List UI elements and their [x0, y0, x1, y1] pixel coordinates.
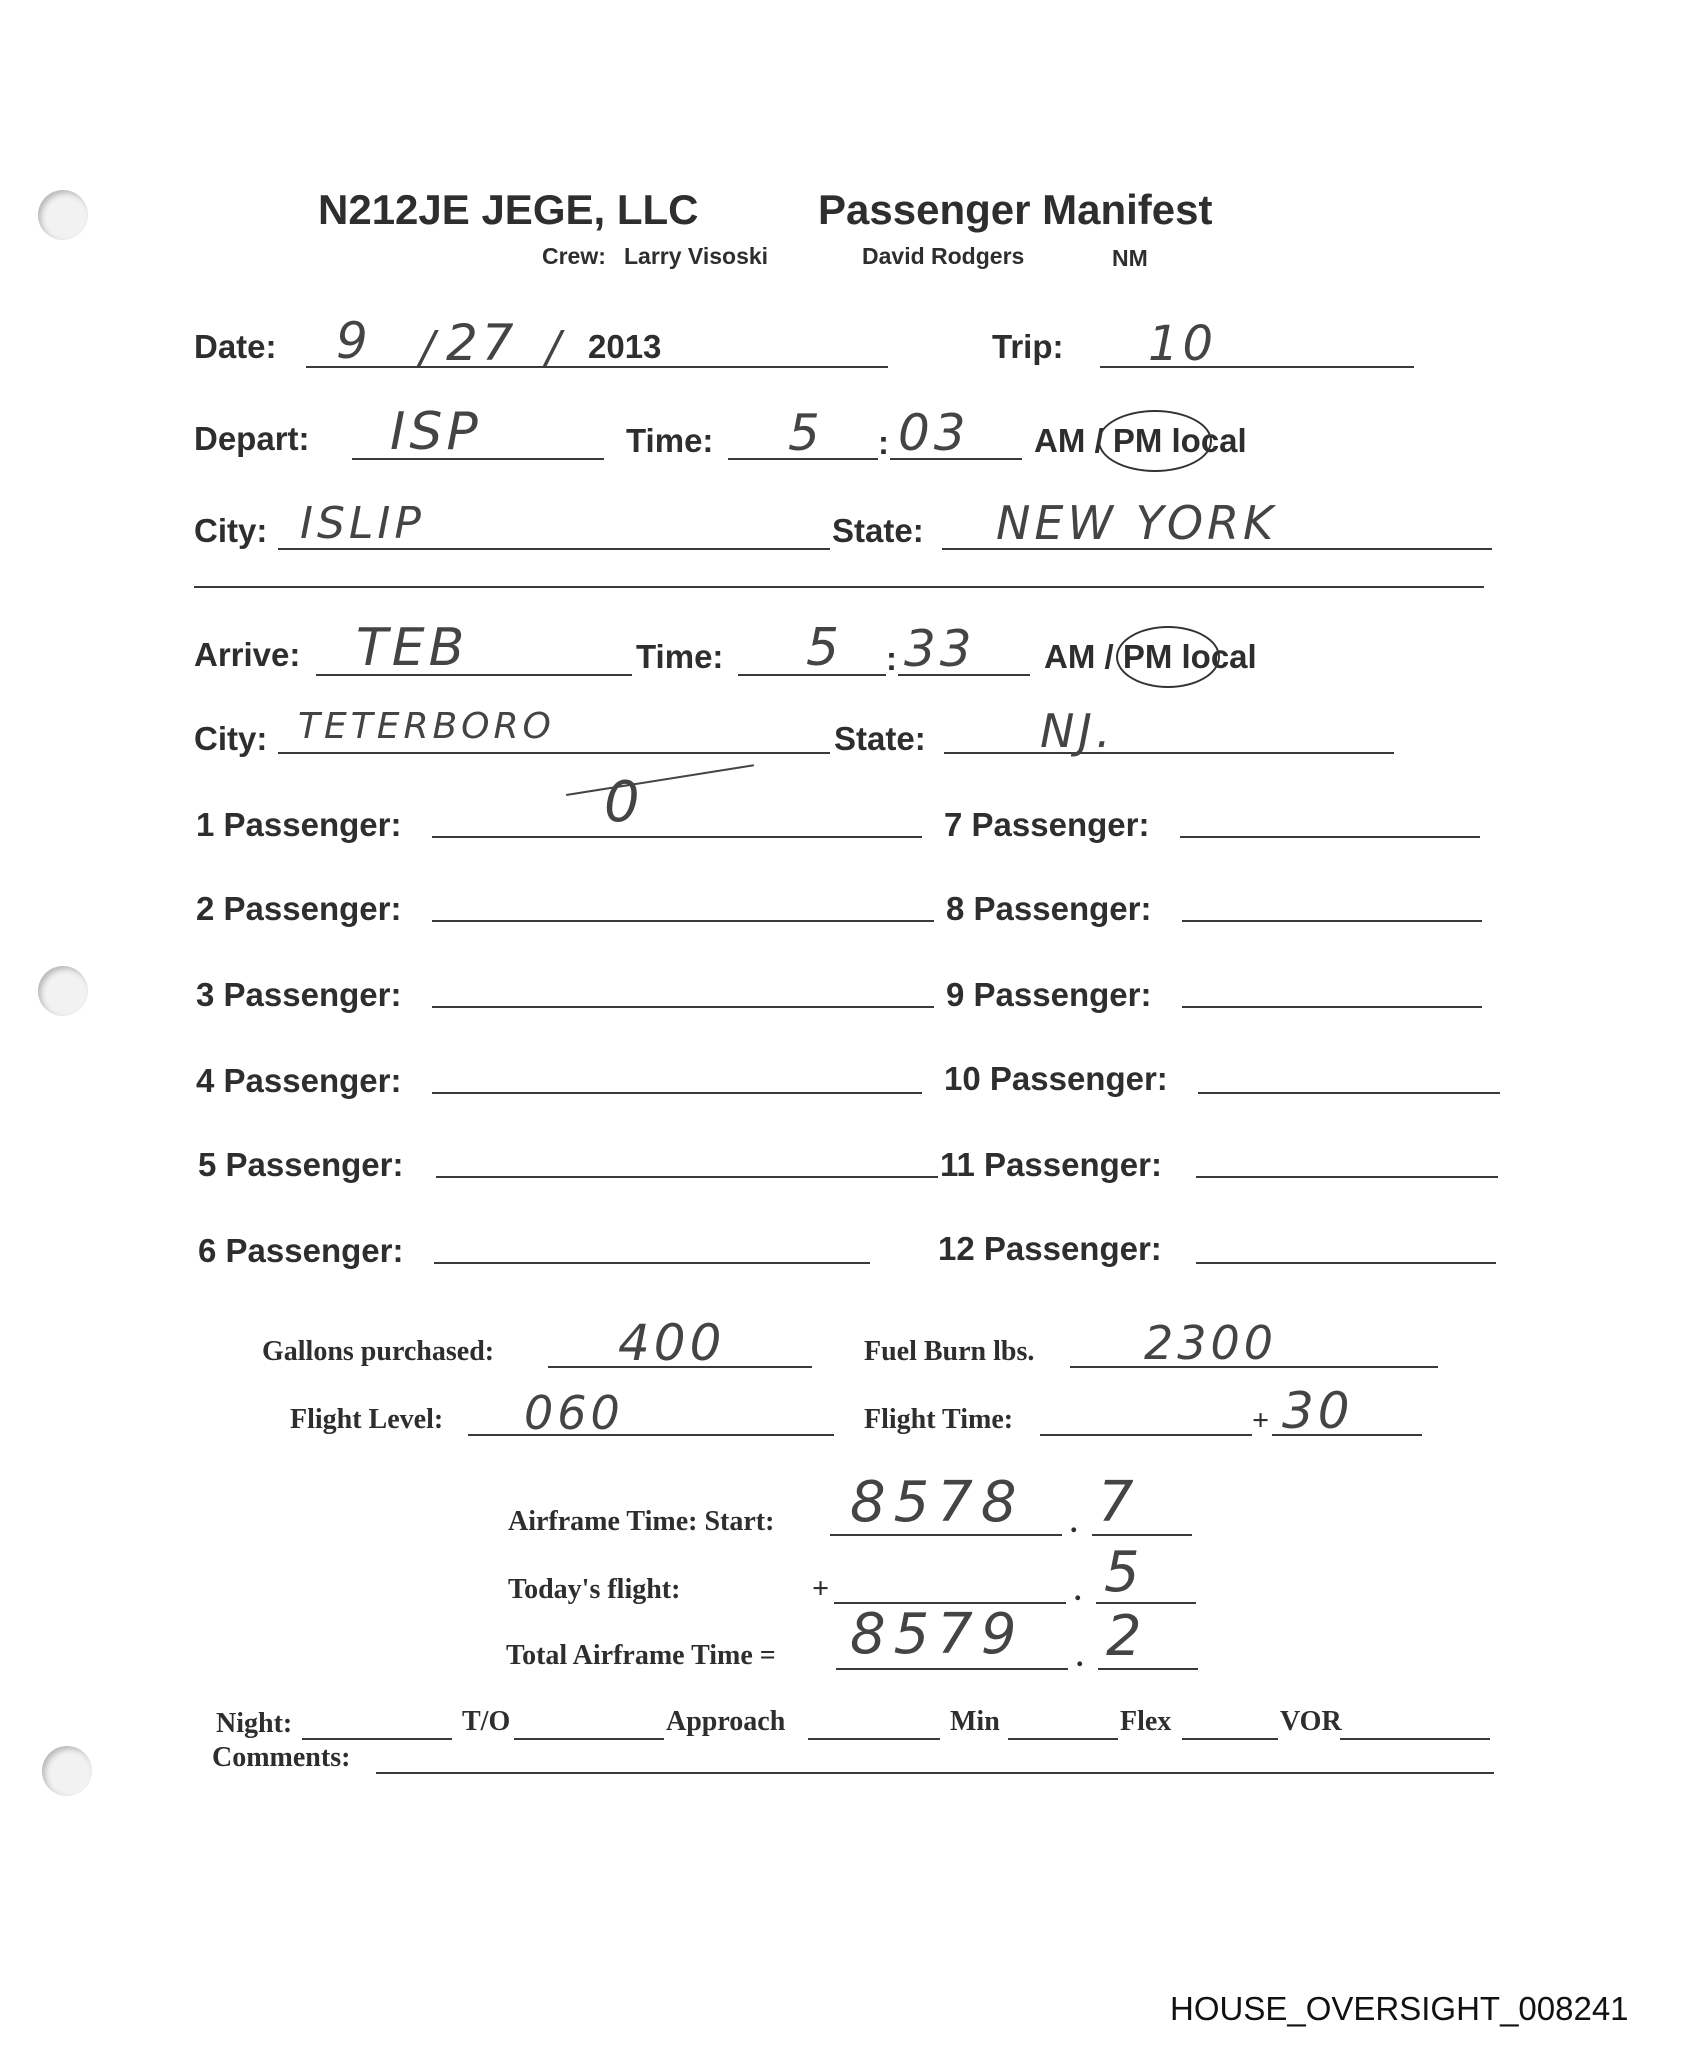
crew-label: Crew:	[542, 243, 606, 269]
depart-state: NEW YORK	[996, 496, 1278, 550]
bates-number: HOUSE_OVERSIGHT_008241	[1170, 1990, 1629, 2027]
todays-flight-label: Today's flight:	[508, 1574, 681, 1605]
total-airframe-dot: .	[1076, 1640, 1084, 1673]
flight-level-label: Flight Level:	[290, 1404, 444, 1435]
todays-flight-tenth: 5	[1104, 1540, 1144, 1605]
approach-label: Approach	[666, 1706, 786, 1737]
depart-ampm: AM / PM local	[1034, 422, 1247, 459]
night-label: Night:	[216, 1708, 293, 1739]
passenger-11-label: 11 Passenger:	[940, 1146, 1162, 1183]
arrive-time-colon: :	[886, 640, 897, 677]
arrive-pm-circle	[1116, 626, 1220, 688]
form-title: Passenger Manifest	[818, 186, 1213, 233]
airframe-start-dot: .	[1070, 1506, 1078, 1539]
passenger-8-label: 8 Passenger:	[946, 890, 1152, 927]
passenger-1-value: 0	[604, 770, 640, 835]
date-day: 27	[446, 314, 518, 372]
takeoff-label: T/O	[462, 1706, 511, 1737]
arrive-time-label: Time:	[636, 638, 724, 675]
passenger-10-label: 10 Passenger:	[944, 1060, 1168, 1097]
crew-member-3: NM	[1112, 245, 1148, 271]
date-slash-2: /	[546, 322, 565, 373]
passenger-7-label: 7 Passenger:	[944, 806, 1150, 843]
arrive-city-label: City:	[194, 720, 268, 757]
todays-flight-plus: +	[812, 1572, 830, 1605]
arrive-state: NJ.	[1040, 704, 1115, 758]
passenger-3-label: 3 Passenger:	[196, 976, 402, 1013]
arrive-city: TETERBORO	[298, 706, 555, 747]
passenger-1-label: 1 Passenger:	[196, 806, 402, 843]
flex-label: Flex	[1120, 1706, 1172, 1737]
vor-label: VOR	[1280, 1706, 1342, 1737]
date-slash-1: /	[420, 322, 439, 373]
arrive-airport: TEB	[356, 618, 469, 678]
depart-time-colon: :	[878, 424, 889, 461]
date-label: Date:	[194, 328, 277, 365]
flight-time-label: Flight Time:	[864, 1404, 1014, 1435]
depart-airport: ISP	[390, 402, 482, 462]
trip-label: Trip:	[992, 328, 1064, 365]
binder-hole-top	[38, 190, 88, 240]
gallons-purchased-label: Gallons purchased:	[262, 1336, 495, 1367]
comments-label: Comments:	[212, 1742, 351, 1773]
depart-minute: 03	[898, 404, 970, 462]
airframe-start-tenth: 7	[1098, 1470, 1138, 1535]
total-airframe-tenth: 2	[1106, 1604, 1146, 1669]
depart-city-label: City:	[194, 512, 268, 549]
passenger-12-label: 12 Passenger:	[938, 1230, 1162, 1267]
crew-member-2: David Rodgers	[862, 243, 1025, 269]
depart-hour: 5	[788, 404, 824, 462]
arrive-hour: 5	[806, 618, 844, 678]
depart-city: ISLIP	[300, 498, 425, 549]
flight-level-value: 060	[524, 1386, 624, 1440]
fuel-burn-value: 2300	[1144, 1316, 1278, 1370]
passenger-2-label: 2 Passenger:	[196, 890, 402, 927]
arrive-state-label: State:	[834, 720, 926, 757]
binder-hole-middle	[38, 966, 88, 1016]
flight-time-value: 30	[1282, 1382, 1354, 1440]
depart-label: Depart:	[194, 420, 310, 457]
flight-time-plus: +	[1252, 1404, 1270, 1437]
depart-state-label: State:	[832, 512, 924, 549]
depart-pm-circle	[1098, 410, 1212, 472]
arrive-ampm: AM / PM local	[1044, 638, 1257, 675]
depart-time-label: Time:	[626, 422, 714, 459]
airframe-start-whole: 8578	[850, 1470, 1025, 1535]
binder-hole-bottom	[42, 1746, 92, 1796]
passenger-6-label: 6 Passenger:	[198, 1232, 404, 1269]
gallons-purchased-value: 400	[618, 1314, 726, 1372]
trip-number: 10	[1148, 316, 1218, 372]
passenger-1-strikethrough	[566, 764, 754, 796]
todays-flight-dot: .	[1074, 1574, 1082, 1607]
passenger-5-label: 5 Passenger:	[198, 1146, 404, 1183]
passenger-4-label: 4 Passenger:	[196, 1062, 402, 1099]
date-year: 2013	[588, 328, 662, 365]
fuel-burn-label: Fuel Burn lbs.	[864, 1336, 1035, 1367]
airframe-start-label: Airframe Time: Start:	[508, 1506, 775, 1537]
date-month: 9	[336, 312, 372, 370]
total-airframe-whole: 8579	[850, 1602, 1025, 1667]
min-label: Min	[950, 1706, 1000, 1737]
total-airframe-label: Total Airframe Time =	[506, 1640, 776, 1671]
arrive-minute: 33	[904, 620, 976, 678]
passenger-9-label: 9 Passenger:	[946, 976, 1152, 1013]
crew-member-1: Larry Visoski	[624, 243, 769, 269]
arrive-label: Arrive:	[194, 636, 301, 673]
company-name: N212JE JEGE, LLC	[318, 186, 699, 233]
